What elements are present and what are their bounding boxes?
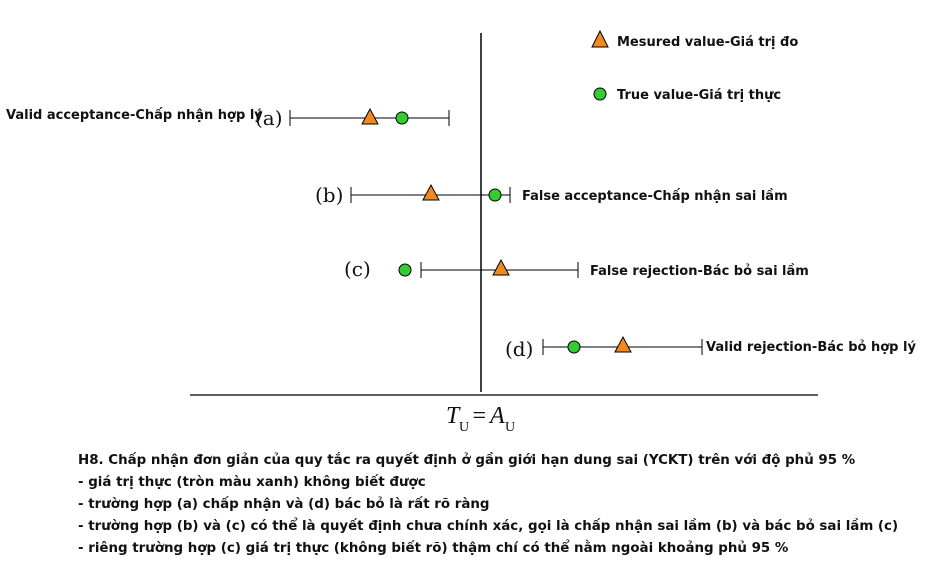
case-b-measured-value-icon [423,185,439,200]
case-d-true-value-icon [568,341,580,353]
case-a [6,106,449,130]
legend-measured-label: Mesured value-Giá trị đo [617,35,799,50]
case-c-measured-value-icon [493,260,509,275]
caption-line: - riêng trường hợp (c) giá trị thực (không biết rõ) thậm chí có thể nằm ngoài khoảng phủ 95 % [78,541,789,556]
case-b-true-value-icon [489,189,501,201]
figure-caption [78,450,918,560]
axis-t-subscript: U [459,420,470,435]
case-a-true-value-icon [396,112,408,124]
case-c-tag: (c) [344,257,371,281]
case-b [315,183,788,207]
axis-a-subscript: U [505,420,516,435]
case-a-measured-value-icon [362,109,378,124]
case-c [344,257,809,281]
caption-line: - trường hợp (a) chấp nhận và (d) bác bỏ là rất rõ ràng [78,497,490,512]
axis-t-symbol: T [446,403,460,429]
axis-equals-sign: = [471,403,488,429]
caption-title: H8. Chấp nhận đơn giản của quy tắc ra quyết định ở gần giới hạn dung sai (YCKT) trên với độ phủ 95 % [78,453,856,468]
case-a-tag: (a) [255,106,283,130]
case-d-tag: (d) [505,337,534,361]
legend-triangle-icon [592,31,608,47]
caption-line: - giá trị thực (tròn màu xanh) không biết được [78,475,426,490]
case-d-label: Valid rejection-Bác bỏ hợp lý [706,340,916,355]
case-c-label: False rejection-Bác bỏ sai lầm [590,264,809,279]
case-c-true-value-icon [399,264,411,276]
case-a-label: Valid acceptance-Chấp nhận hợp lý [6,108,263,123]
case-d [505,337,916,361]
caption-line: - trường hợp (b) và (c) có thể là quyết định chưa chính xác, gọi là chấp nhận sai lầm (b) và bác bỏ sai lầm (c) [78,519,899,534]
axis-a-symbol: A [490,403,505,429]
case-d-measured-value-icon [615,337,631,352]
case-b-tag: (b) [315,183,344,207]
case-b-label: False acceptance-Chấp nhận sai lầm [522,189,788,204]
legend-true-label: True value-Giá trị thực [617,88,782,103]
legend-circle-icon [594,88,606,100]
